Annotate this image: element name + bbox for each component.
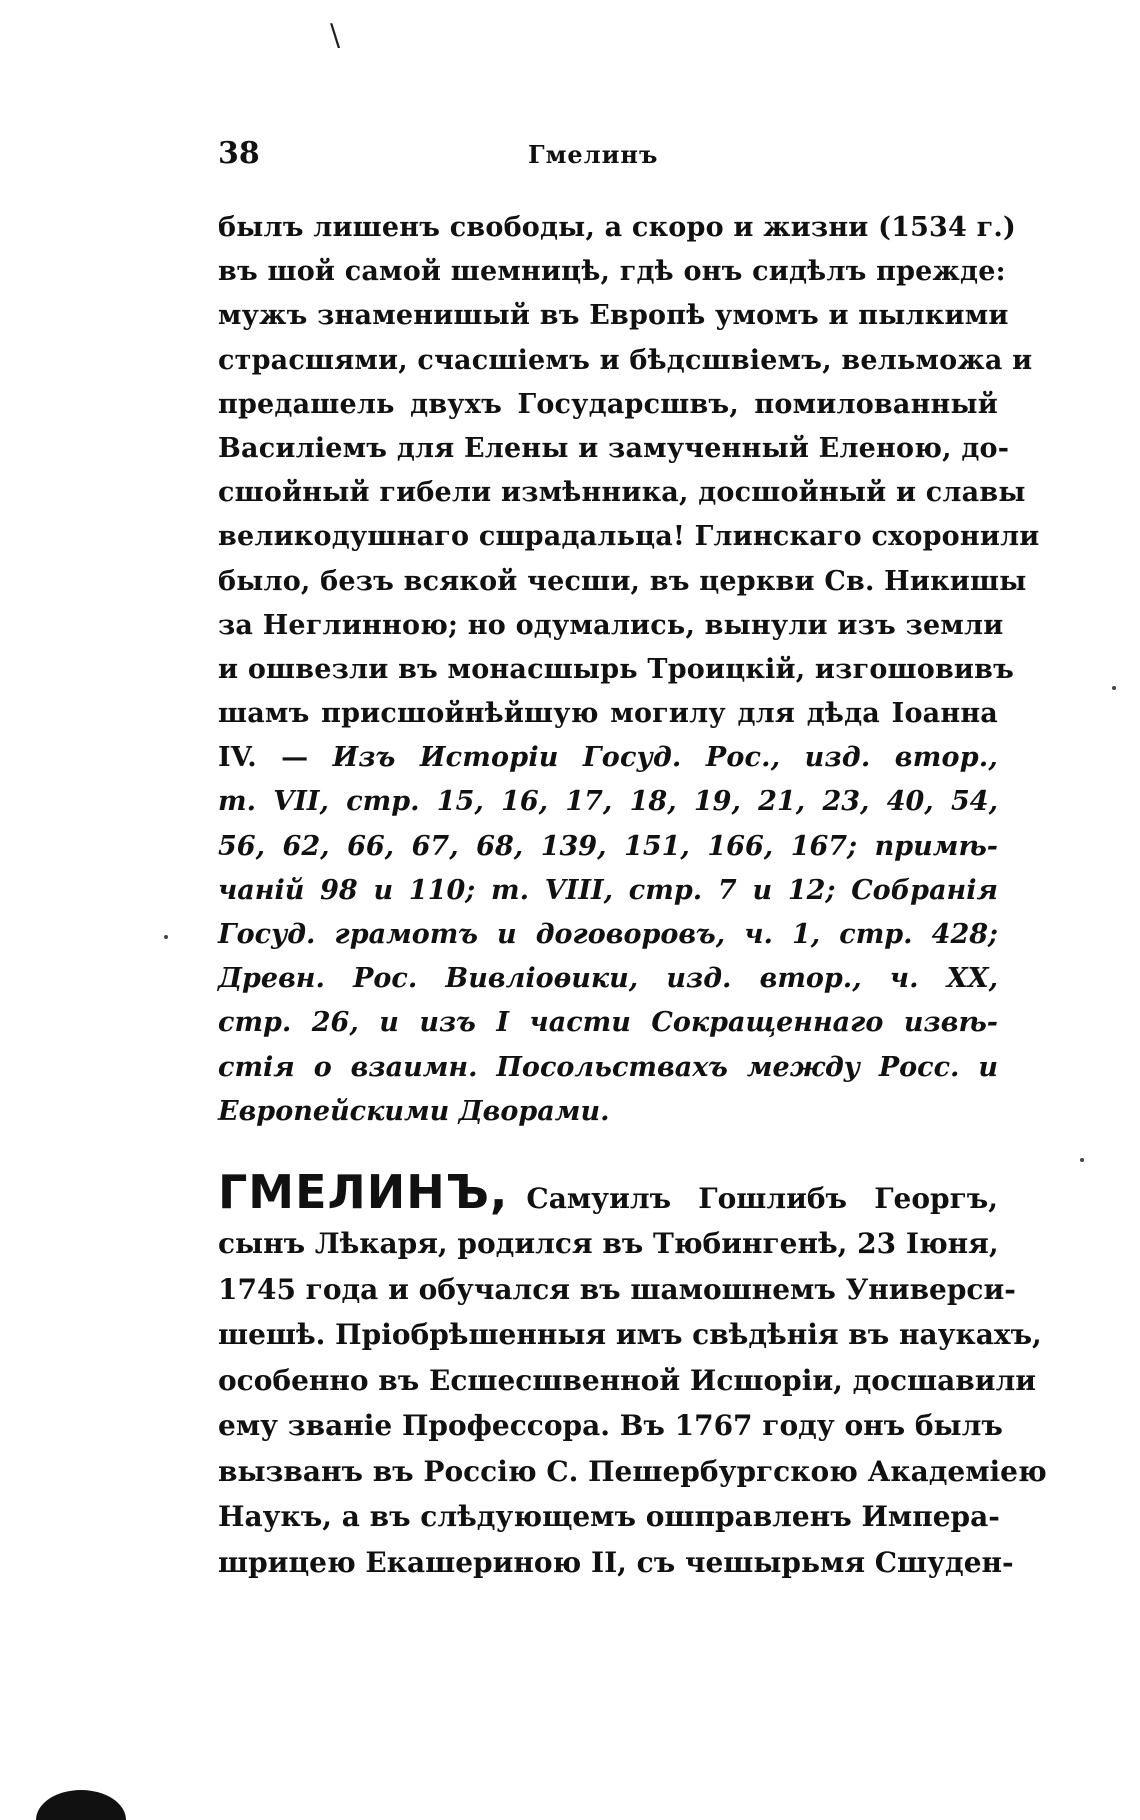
citation-line: т. VII, стр. 15, 16, 17, 18, 19, 21, 23, 40, 54, [218,786,998,818]
reference-source: Изъ Исторіи Госуд. Рос., изд. втор., [332,742,998,774]
text-line: шамъ присшойнѣйшую могилу для дѣда Іоанна [218,698,998,730]
citation-line: Европейскими Дворами. [218,1095,610,1127]
citation-line: Древн. Рос. Вивліоѳики, изд. втор., ч. XX, [218,963,998,995]
reference-lead: IV. — [218,742,309,774]
scan-edge-blob [36,1790,126,1820]
running-title: Гмелинъ [528,140,659,169]
scan-speck [1112,686,1116,690]
entry-line: шешѣ. Пріобрѣшенныя имъ свѣдѣнія въ наукахъ, [218,1318,1042,1351]
page-number: 38 [218,136,260,171]
citation-line: чаній 98 и 110; т. VIII, стр. 7 и 12; Собранія [218,874,998,906]
text-line: и ошвезли въ монасшырь Троицкій, изгошовивъ [218,653,1015,685]
text-line: мужъ знаменишый въ Европѣ умомъ и пылкими [218,300,1009,332]
text-line: былъ лишенъ свободы, а скоро и жизни (1534 г.) [218,212,1016,243]
entry-line: особенно въ Есшесшвенной Исшоріи, досшавили [218,1363,1036,1397]
entry-line: сынъ Лѣкаря, родился въ Тюбингенѣ, 23 Іюня, [218,1227,999,1260]
scan-stray-mark: \ [330,18,341,53]
citation-line: Госуд. грамотъ и договоровъ, ч. 1, стр. 428; [218,919,998,950]
entry-name: Самуилъ Гошлибъ Георгъ, [526,1182,998,1215]
citation-line: стр. 26, и изъ I части Сокращеннаго извѣ- [218,1007,998,1039]
reference-lead-line [218,736,998,780]
preceding-entry-text [218,206,1040,1134]
entry-line: 1745 года и обучался въ шамошнемъ Универси- [218,1272,1016,1306]
text-line: страсшями, счасшіемъ и бѣдсшвіемъ, вельможа и [218,344,1033,376]
citation-line: стія о взаимн. Посольствахъ между Росс. и [218,1051,998,1083]
dictionary-entry [218,1163,1047,1585]
text-line: Василіемъ для Елены и замученный Еленою, до- [218,432,1010,464]
entry-line: вызванъ въ Россію С. Пешербургскою Академіею [218,1454,1047,1488]
citation-line: 56, 62, 66, 67, 68, 139, 151, 166, 167; примѣ- [218,830,998,862]
entry-line: ему званіе Профессора. Въ 1767 году онъ былъ [218,1409,1003,1442]
entry-line: шрицею Екашериною II, съ чешырьмя Сшуден- [218,1545,1014,1579]
text-line: предашель двухъ Государсшвъ, помилованный [218,388,998,420]
text-line: великодушнаго сшрадальца! Глинскаго схоронили [218,521,1040,553]
scan-speck [1080,1158,1084,1162]
scan-speck [164,935,168,939]
entry-first-line [218,1163,998,1221]
entry-headword: ГМЕЛИНЪ, [218,1165,509,1219]
text-line: за Неглинною; но одумались, вынули изъ земли [218,609,1004,641]
running-head [218,136,998,176]
text-line: было, безъ всякой чесши, въ церкви Св. Никишы [218,565,1027,597]
text-line: въ шой самой шемницѣ, гдѣ онъ сидѣлъ прежде: [218,256,1006,288]
text-line: сшойный гибели измѣнника, досшойный и славы [218,477,1026,509]
entry-line: Наукъ, а въ слѣдующемъ ошправленъ Импера- [218,1500,1000,1533]
